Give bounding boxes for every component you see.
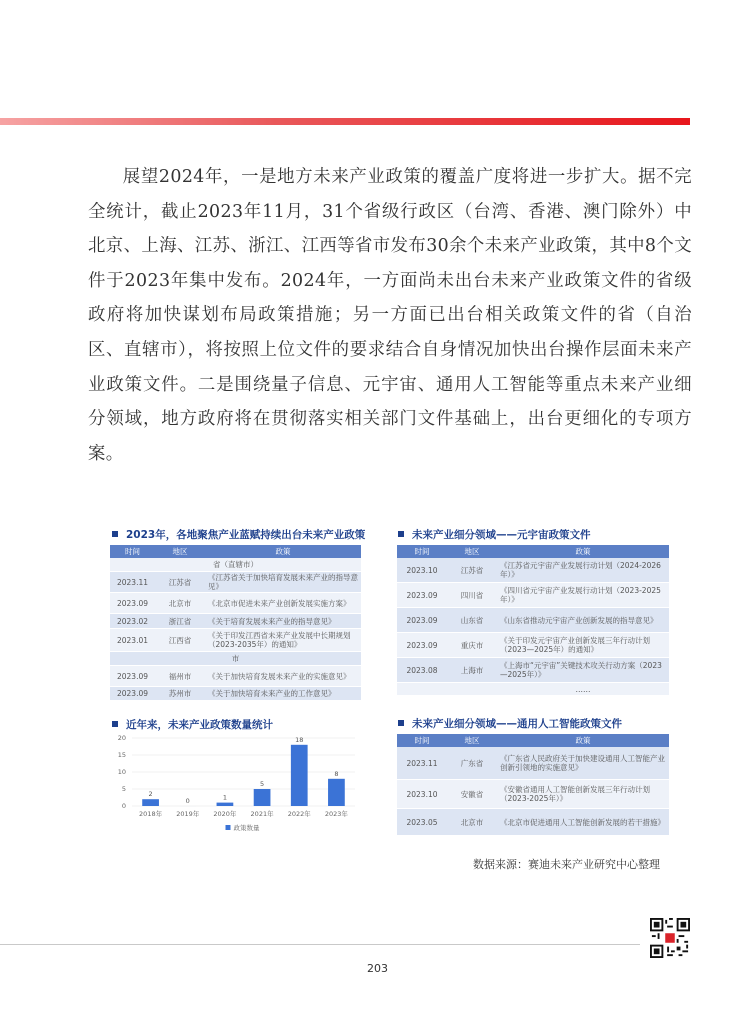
bullet-square-icon (112, 531, 118, 537)
legend-swatch (226, 825, 231, 830)
page-number: 203 (367, 962, 388, 975)
table-row: 2023.11 广东省 《广东省人民政府关于加快建设通用人工智能产业创新引领地的实施意见》 (397, 747, 669, 780)
main-paragraph (88, 160, 692, 471)
table-row: 2023.10 安徽省 《安徽省通用人工智能创新发展三年行动计划（2023-2025年）》 (397, 780, 669, 809)
table-ellipsis: …… (497, 683, 669, 696)
y-tick-label: 0 (121, 802, 126, 810)
table-row: 2023.09 重庆市 《关于印发元宇宙产业创新发展三年行动计划（2023—2025年）的通知》 (397, 633, 669, 658)
bar (291, 745, 308, 806)
y-tick-label: 5 (121, 785, 126, 793)
bar (254, 789, 271, 806)
col-header-time: 时间 (397, 545, 447, 558)
data-label: 5 (260, 780, 265, 788)
data-label: 0 (185, 797, 190, 805)
table-row: 2023.05 北京市 《北京市促进通用人工智能创新发展的若干措施》 (397, 809, 669, 836)
data-source-note: 数据来源：赛迪未来产业研究中心整理 (473, 858, 660, 871)
bullet-square-icon (398, 531, 404, 537)
data-label: 18 (295, 735, 304, 744)
x-tick-label: 2021年 (250, 810, 274, 818)
table-row: 2023.09 苏州市 《关于加快培育未来产业的工作意见》 (110, 687, 361, 701)
col-header-policy: 政策 (497, 734, 669, 747)
col-header-region: 地区 (447, 734, 497, 747)
table-row: 2023.02 浙江省 《关于培育发展未来产业的指导意见》 (110, 614, 361, 629)
bullet-square-icon (112, 721, 118, 727)
col-header-region: 地区 (155, 545, 205, 558)
y-tick-label: 20 (117, 734, 126, 742)
policy-count-bar-chart (110, 730, 360, 840)
group-label-province: 省（直辖市） (110, 558, 361, 572)
table-row: 2023.09 福州市 《关于加快培育发展未来产业的实施意见》 (110, 666, 361, 687)
table-row: 2023.10 江苏省 《江苏省元宇宙产业发展行动计划（2024-2026年）》 (397, 558, 669, 583)
right-table2-title: 未来产业细分领域——通用人工智能政策文件 (398, 716, 622, 731)
header-accent-bar (0, 118, 690, 125)
bullet-square-icon (398, 720, 404, 726)
bar (328, 779, 345, 806)
footer-divider (0, 944, 640, 945)
x-tick-label: 2020年 (213, 810, 237, 818)
table-row: 2023.11 江苏省 《江苏省关于加快培育发展未来产业的指导意见》 (110, 572, 361, 593)
left-table-title: 2023年，各地聚焦产业蓝赋持续出台未来产业政策 (112, 527, 365, 542)
group-label-city: 市 (110, 652, 361, 666)
paragraph-text: 展望2024年，一是地方未来产业政策的覆盖广度将进一步扩大。据不完全统计，截止2023年11月，31个省级行政区（台湾、香港、澳门除外）中北京、上海、江苏、浙江、江西等省市发布30余个未来产业政策，其中8个文件于2023年集中发布。2024年，一方面尚未出台未来产业政策文件的省级政府将加快谋划布局政策措施；另一方面已出台相关政策文件的省（自治区、直辖市），将按照上位文件的要求结合自身情况加快出台操作层面未来产业政策文件。二是围绕量子信息、元宇宙、通用人工智能等重点未来产业细分领域，地方政府将在贯彻落实相关部门文件基础上，出台更细化的专项方案。 (88, 167, 692, 464)
qr-code-icon (650, 918, 690, 958)
x-tick-label: 2022年 (287, 810, 311, 818)
bar (142, 799, 159, 806)
data-label: 8 (334, 769, 339, 778)
table-row: 2023.09 四川省 《四川省元宇宙产业发展行动计划（2023-2025年）》 (397, 583, 669, 608)
table-row: 2023.09 北京市 《北京市促进未来产业创新发展实施方案》 (110, 593, 361, 614)
x-tick-label: 2023年 (324, 810, 348, 818)
y-tick-label: 10 (117, 768, 126, 776)
x-tick-label: 2019年 (176, 810, 200, 818)
bar (217, 803, 234, 806)
col-header-time: 时间 (110, 545, 155, 558)
chart-title: 近年来，未来产业政策数量统计 (112, 717, 273, 732)
col-header-policy: 政策 (497, 545, 669, 558)
table-row: 2023.01 江西省 《关于印发江西省未来产业发展中长期规划（2023-2035年）的通知》 (110, 629, 361, 652)
x-tick-label: 2018年 (139, 810, 163, 818)
legend-label: 政策数量 (233, 824, 260, 832)
left-policy-table (110, 545, 361, 701)
col-header-policy: 政策 (205, 545, 361, 558)
right-table1-title: 未来产业细分领域——元宇宙政策文件 (398, 527, 591, 542)
table-row: 2023.09 山东省 《山东省推动元宇宙产业创新发展的指导意见》 (397, 608, 669, 633)
table-row: 2023.08 上海市 《上海市“元宇宙”关键技术攻关行动方案（2023—2025年）》 (397, 658, 669, 683)
y-tick-label: 15 (117, 751, 126, 759)
data-label: 1 (222, 793, 227, 802)
col-header-region: 地区 (447, 545, 497, 558)
data-label: 2 (148, 790, 153, 799)
agi-policy-table (397, 734, 669, 836)
metaverse-policy-table (397, 545, 669, 696)
col-header-time: 时间 (397, 734, 447, 747)
